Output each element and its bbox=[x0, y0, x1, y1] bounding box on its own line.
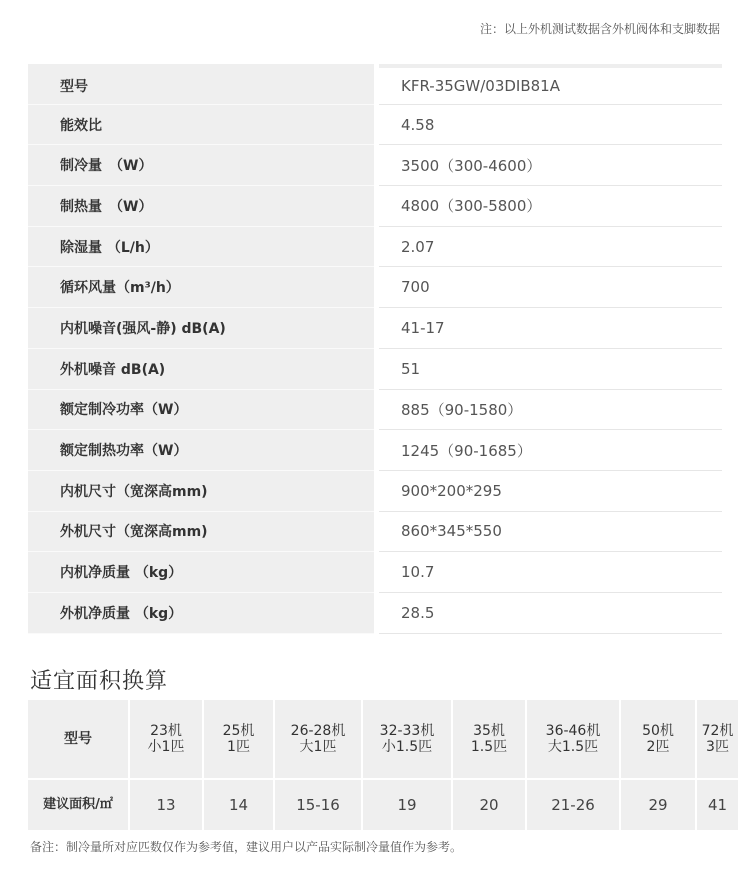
model-text: 50机 bbox=[642, 723, 674, 739]
spec-row bbox=[28, 186, 722, 227]
spec-label: 外机噪音 dB(A) bbox=[28, 349, 374, 390]
hp-text: 小1匹 bbox=[147, 739, 185, 755]
spec-label: 内机尺寸（宽深高mm) bbox=[28, 471, 374, 512]
spec-label: 内机净质量 （kg） bbox=[28, 552, 374, 593]
area-col-header bbox=[621, 700, 695, 778]
hp-text: 大1匹 bbox=[299, 739, 337, 755]
area-col-header bbox=[453, 700, 525, 778]
spec-value: 700 bbox=[379, 267, 722, 308]
area-section-title: 适宜面积换算 bbox=[30, 669, 169, 694]
hp-text: 2匹 bbox=[646, 739, 670, 755]
spec-label: 外机净质量 （kg） bbox=[28, 593, 374, 634]
area-value: 14 bbox=[204, 780, 273, 830]
hp-text: 大1.5匹 bbox=[547, 739, 599, 755]
spec-label: 制热量 （W） bbox=[28, 186, 374, 227]
area-row-label: 建议面积/㎡ bbox=[28, 780, 128, 830]
hp-text: 1匹 bbox=[227, 739, 250, 755]
spec-label: 额定制冷功率（W） bbox=[28, 390, 374, 431]
spec-row bbox=[28, 308, 722, 349]
spec-row bbox=[28, 227, 722, 268]
model-text: 26-28机 bbox=[290, 723, 346, 739]
area-header-label: 型号 bbox=[28, 700, 128, 778]
area-value: 13 bbox=[130, 780, 202, 830]
spec-label: 循环风量（m³/h） bbox=[28, 267, 374, 308]
spec-value: 885（90-1580） bbox=[379, 390, 722, 431]
area-col-header bbox=[130, 700, 202, 778]
area-col-header bbox=[697, 700, 738, 778]
area-col-header bbox=[204, 700, 273, 778]
area-col-header bbox=[527, 700, 619, 778]
area-value: 21-26 bbox=[527, 780, 619, 830]
spec-row bbox=[28, 471, 722, 512]
area-value: 41 bbox=[697, 780, 738, 830]
area-value: 20 bbox=[453, 780, 525, 830]
hp-text: 1.5匹 bbox=[470, 739, 508, 755]
spec-value: 860*345*550 bbox=[379, 512, 722, 553]
area-col-header bbox=[275, 700, 361, 778]
spec-label: 外机尺寸（宽深高mm) bbox=[28, 512, 374, 553]
spec-value: 4.58 bbox=[379, 105, 722, 146]
spec-table bbox=[28, 64, 722, 634]
spec-row bbox=[28, 552, 722, 593]
model-text: 32-33机 bbox=[379, 723, 435, 739]
spec-label: 额定制热功率（W） bbox=[28, 430, 374, 471]
spec-row bbox=[28, 430, 722, 471]
hp-text: 小1.5匹 bbox=[381, 739, 433, 755]
model-text: 36-46机 bbox=[545, 723, 601, 739]
area-col-header bbox=[363, 700, 451, 778]
spec-row bbox=[28, 105, 722, 146]
spec-value: 10.7 bbox=[379, 552, 722, 593]
spec-value: 4800（300-5800） bbox=[379, 186, 722, 227]
spec-value: 1245（90-1685） bbox=[379, 430, 722, 471]
spec-value: 900*200*295 bbox=[379, 471, 722, 512]
spec-row bbox=[28, 145, 722, 186]
model-text: 23机 bbox=[150, 723, 182, 739]
spec-value: 3500（300-4600） bbox=[379, 145, 722, 186]
area-table bbox=[28, 700, 734, 830]
spec-label: 除湿量 （L/h） bbox=[28, 227, 374, 268]
area-value: 29 bbox=[621, 780, 695, 830]
spec-label: 制冷量 （W） bbox=[28, 145, 374, 186]
area-value: 19 bbox=[363, 780, 451, 830]
top-note: 注：以上外机测试数据含外机阀体和支脚数据 bbox=[479, 22, 720, 36]
spec-value: KFR-35GW/03DIB81A bbox=[379, 64, 722, 105]
spec-row bbox=[28, 64, 722, 105]
spec-value: 51 bbox=[379, 349, 722, 390]
spec-label: 型号 bbox=[28, 64, 374, 105]
model-text: 72机 bbox=[701, 723, 734, 739]
spec-row bbox=[28, 593, 722, 634]
area-value: 15-16 bbox=[275, 780, 361, 830]
spec-value: 41-17 bbox=[379, 308, 722, 349]
spec-value: 28.5 bbox=[379, 593, 722, 634]
spec-row bbox=[28, 390, 722, 431]
model-text: 25机 bbox=[222, 723, 255, 739]
spec-value: 2.07 bbox=[379, 227, 722, 268]
spec-row bbox=[28, 512, 722, 553]
spec-label: 内机噪音(强风-静) dB(A) bbox=[28, 308, 374, 349]
spec-row bbox=[28, 349, 722, 390]
model-text: 35机 bbox=[473, 723, 505, 739]
bottom-note: 备注：制冷量所对应匹数仅作为参考值，建议用户以产品实际制冷量值作为参考。 bbox=[30, 840, 463, 854]
hp-text: 3匹 bbox=[706, 739, 729, 755]
spec-row bbox=[28, 267, 722, 308]
spec-label: 能效比 bbox=[28, 105, 374, 146]
